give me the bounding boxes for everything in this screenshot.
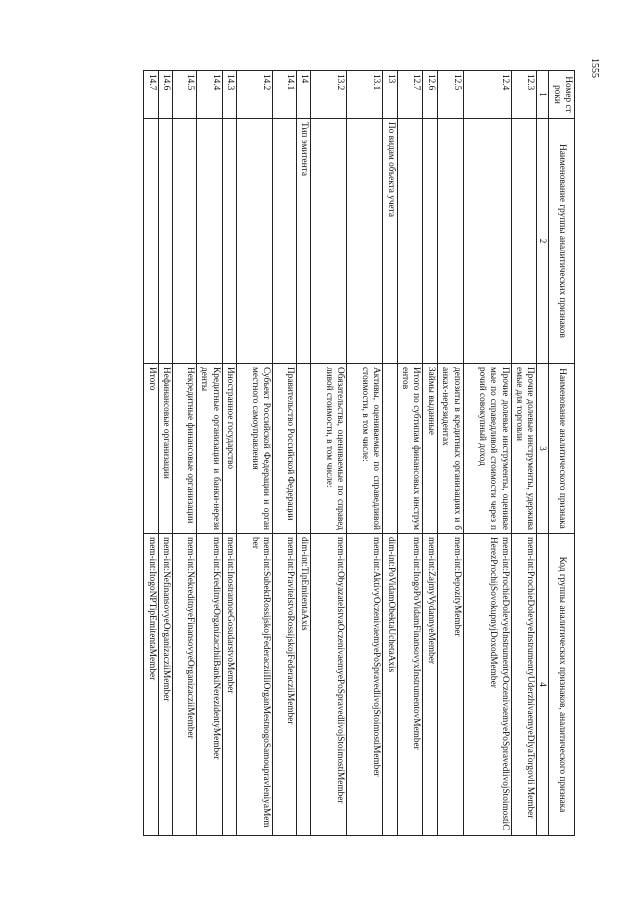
- header-row-number: Номер строки: [549, 71, 575, 119]
- attribute-code: mem-int:PravitelstvoRossijskojFederacziiMember: [273, 534, 297, 836]
- table-row: [173, 71, 197, 836]
- attribute-code: mem-int:ObyazatelstvaOczenivaemyePoSpravedlivojStoimostiMember: [311, 534, 347, 836]
- group-name: [423, 119, 437, 364]
- row-number: 14: [297, 71, 311, 119]
- attribute-code: mem-int:NefinansovyeOrganizacziiMember: [158, 534, 172, 836]
- group-name: [197, 119, 223, 364]
- row-number: 14.7: [144, 71, 158, 119]
- group-name: [437, 119, 463, 364]
- attribute-name: Правительство Российской Федерации: [273, 364, 297, 534]
- attribute-code: dim-int:TipEmitentaAxis: [297, 534, 311, 836]
- table-row: [383, 71, 397, 836]
- group-name: Тип эмитента: [297, 119, 311, 364]
- group-name: [311, 119, 347, 364]
- group-name: [347, 119, 383, 364]
- row-number: 12.6: [423, 71, 437, 119]
- group-name: По видам объекта учета: [383, 119, 397, 364]
- table-row: [397, 71, 423, 836]
- attribute-name: Обязательства, оцениваемые по справедливой стоимости, в том числе:: [311, 364, 347, 534]
- row-number: 14.1: [273, 71, 297, 119]
- table-row: [197, 71, 223, 836]
- table-row: [158, 71, 172, 836]
- attribute-name: Кредитные организации и банки-нерезиденты: [197, 364, 223, 534]
- table-row: [423, 71, 437, 836]
- group-name: [144, 119, 158, 364]
- group-name: [397, 119, 423, 364]
- table-row: [144, 71, 158, 836]
- attribute-name: Прочие долевые инструменты, удерживаемые для торговли: [511, 364, 537, 534]
- group-name: [237, 119, 273, 364]
- attribute-code: dim-int:PoVidamObektaUchetaAxis: [383, 534, 397, 836]
- header-code: Код группы аналитических признаков, аналитического признака: [549, 534, 575, 836]
- table-row: [222, 71, 236, 836]
- rotated-page: [105, 70, 575, 835]
- attribute-name: Итого: [144, 364, 158, 534]
- group-name: [511, 119, 537, 364]
- group-name: [273, 119, 297, 364]
- row-number: 13: [383, 71, 397, 119]
- attribute-code: mem-int:SubektRossijskojFederacziiIliOrganMestnogoSamoupravleniyaMember: [237, 534, 273, 836]
- header-attribute-name: Наименование аналитического признака: [549, 364, 575, 534]
- attribute-code: mem-int:ItogoPoVidamFinansovyxInstrumentovMember: [397, 534, 423, 836]
- attribute-code: mem-int:AktivyOczenivaemyePoSpravedlivojStoimostiMember: [347, 534, 383, 836]
- group-name: [463, 119, 511, 364]
- attribute-name: Прочие долевые инструменты, оцениваемые по справедливой стоимости через прочий совокупный доход: [463, 364, 511, 534]
- row-number: 12.7: [397, 71, 423, 119]
- attribute-name: Активы, оцениваемые по справедливой стоимости, в том числе:: [347, 364, 383, 534]
- attribute-code: mem-int:KreditnyeOrganizaczhiiBankiNerezidentyMember: [197, 534, 223, 836]
- column-number: 1: [537, 71, 549, 119]
- row-number: 14.2: [237, 71, 273, 119]
- attribute-name: [383, 364, 397, 534]
- table-row: [437, 71, 463, 836]
- table-row: [311, 71, 347, 836]
- row-number: 14.6: [158, 71, 172, 119]
- attribute-name: Некредитные финансовые организации: [173, 364, 197, 534]
- table-row: [347, 71, 383, 836]
- attribute-code: mem-int:ItogoNPTipEmitentaMember: [144, 534, 158, 836]
- row-number: 13.2: [311, 71, 347, 119]
- group-name: [158, 119, 172, 364]
- table-row: [511, 71, 537, 836]
- row-number: 12.5: [437, 71, 463, 119]
- analytic-attributes-table: [143, 70, 575, 836]
- table-body: [144, 71, 537, 836]
- attribute-name: Иностранное государство: [222, 364, 236, 534]
- attribute-name: [297, 364, 311, 534]
- attribute-name: Займы выданные: [423, 364, 437, 534]
- attribute-name: Субъект Российской Федерации и орган местного самоуправления: [237, 364, 273, 534]
- header-group-name: Наименование группы аналитических признаков: [549, 119, 575, 364]
- row-number: 14.3: [222, 71, 236, 119]
- table-row: [463, 71, 511, 836]
- attribute-code: mem-int:ProchieDolevyeInstrumentyOczenivaemyePoSpravedlivojStoimostiCHerezProchijSovokupnyjDoxodMember: [463, 534, 511, 836]
- column-number: 4: [537, 534, 549, 836]
- row-number: 13.1: [347, 71, 383, 119]
- row-number: 12.3: [511, 71, 537, 119]
- group-name: [222, 119, 236, 364]
- group-name: [173, 119, 197, 364]
- page-number: 1555: [589, 58, 600, 78]
- table-row: [297, 71, 311, 836]
- attribute-name: Нефинансовые организации: [158, 364, 172, 534]
- attribute-code: mem-int:ProchieDolevyeInstrumentyUderzhivaemyeDlyaTorgovli Member: [511, 534, 537, 836]
- attribute-name: Итого по субтипам финансовых инструментов: [397, 364, 423, 534]
- table-row: [273, 71, 297, 836]
- header-row: [549, 71, 575, 836]
- attribute-name: депозиты в кредитных организациях и банках-нерезидентах: [437, 364, 463, 534]
- attribute-code: mem-int:NekreditnyeFinansovyeOrganizacziiMember: [173, 534, 197, 836]
- column-number: 2: [537, 119, 549, 364]
- table-row: [237, 71, 273, 836]
- column-number-row: [537, 71, 549, 836]
- attribute-code: mem-int:InostrannoeGosudarstvoMember: [222, 534, 236, 836]
- row-number: 14.4: [197, 71, 223, 119]
- row-number: 14.5: [173, 71, 197, 119]
- column-number: 3: [537, 364, 549, 534]
- attribute-code: mem-int:DepozityMember: [437, 534, 463, 836]
- attribute-code: mem-int:ZajmyVydannyeMember: [423, 534, 437, 836]
- row-number: 12.4: [463, 71, 511, 119]
